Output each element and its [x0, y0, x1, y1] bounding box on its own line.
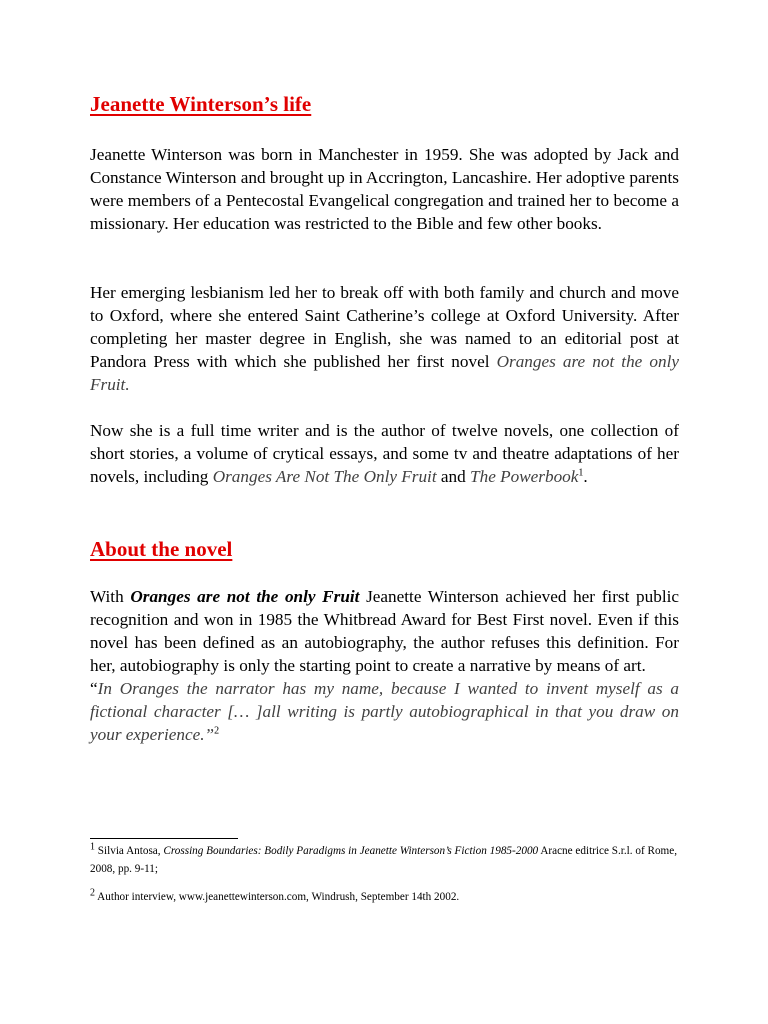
paragraph-with: With	[90, 587, 131, 606]
section-heading-novel: About the novel	[90, 537, 233, 561]
novel-title: The Powerbook	[470, 467, 579, 486]
author-quote: In Oranges the narrator has my name, because I wanted to invent myself as a fictional character [… ]all writing is partly autobiographical in that you draw on your experience.”	[90, 679, 679, 744]
conjunction: and	[436, 467, 471, 486]
novel-title: Oranges Are Not The Only Fruit	[212, 467, 437, 486]
paragraph-birth: Jeanette Winterson was born in Manchester in 1959. She was adopted by Jack and Constance Winterson and brought up in Accrington, Lancashire. Her adoptive parents were members of a Pentecostal Evangelical congregation and trained her to become a missionary. Her education was restricted to the Bible and few other books.	[90, 145, 679, 233]
footnote-interview: Author interview, www.jeanettewinterson.com, Windrush, September 14th 2002.	[95, 891, 460, 903]
footnote-publisher: Aracne editrice S.r.l. of Rome, 2008, pp. 9-11;	[90, 845, 678, 875]
footnote-ref-1[interactable]: 1	[578, 467, 584, 479]
footnote-book-title: Crossing Boundaries: Bodily Paradigms in Jeanette Winterson’s Fiction 1985-2000	[163, 845, 539, 857]
footnote-1	[90, 842, 690, 878]
footnote-author: Silvia Antosa,	[95, 845, 164, 857]
paragraph-about-novel	[90, 585, 679, 746]
novel-title: Oranges are not the only Fruit.	[90, 352, 679, 394]
footnote-2	[90, 888, 690, 906]
paragraph-oxford	[90, 281, 679, 396]
paragraph-career	[90, 419, 679, 488]
footnote-number: 2	[90, 887, 95, 899]
paragraph-about-novel-text: Jeanette Winterson achieved her first public recognition and won in 1985 the Whitbread Award for Best First novel. Even if this novel has been defined as an autobiography, the author refuses this definition. For her, autobiography is only the starting point to create a narrative by means of art.	[90, 587, 679, 675]
paragraph-oxford-text: Her emerging lesbianism led her to break off with both family and church and move to Oxford, where she entered Saint Catherine’s college at Oxford University. After completing her master degree in English, she was named to an editorial post at Pandora Press with which she published her first novel	[90, 283, 679, 371]
paragraph-career-text: Now she is a full time writer and is the author of twelve novels, one collection of short stories, a volume of crytical essays, and some tv and theatre adaptations of her novels, including	[90, 421, 679, 486]
footnote-ref-2[interactable]: 2	[214, 725, 220, 737]
footnote-separator	[90, 838, 238, 839]
section-heading-life: Jeanette Winterson’s life	[90, 92, 312, 116]
novel-title: Oranges are not the only Fruit	[130, 587, 360, 606]
sentence-end: .	[583, 467, 588, 486]
footnote-number: 1	[90, 841, 95, 853]
quote-open-mark: “	[90, 679, 98, 698]
